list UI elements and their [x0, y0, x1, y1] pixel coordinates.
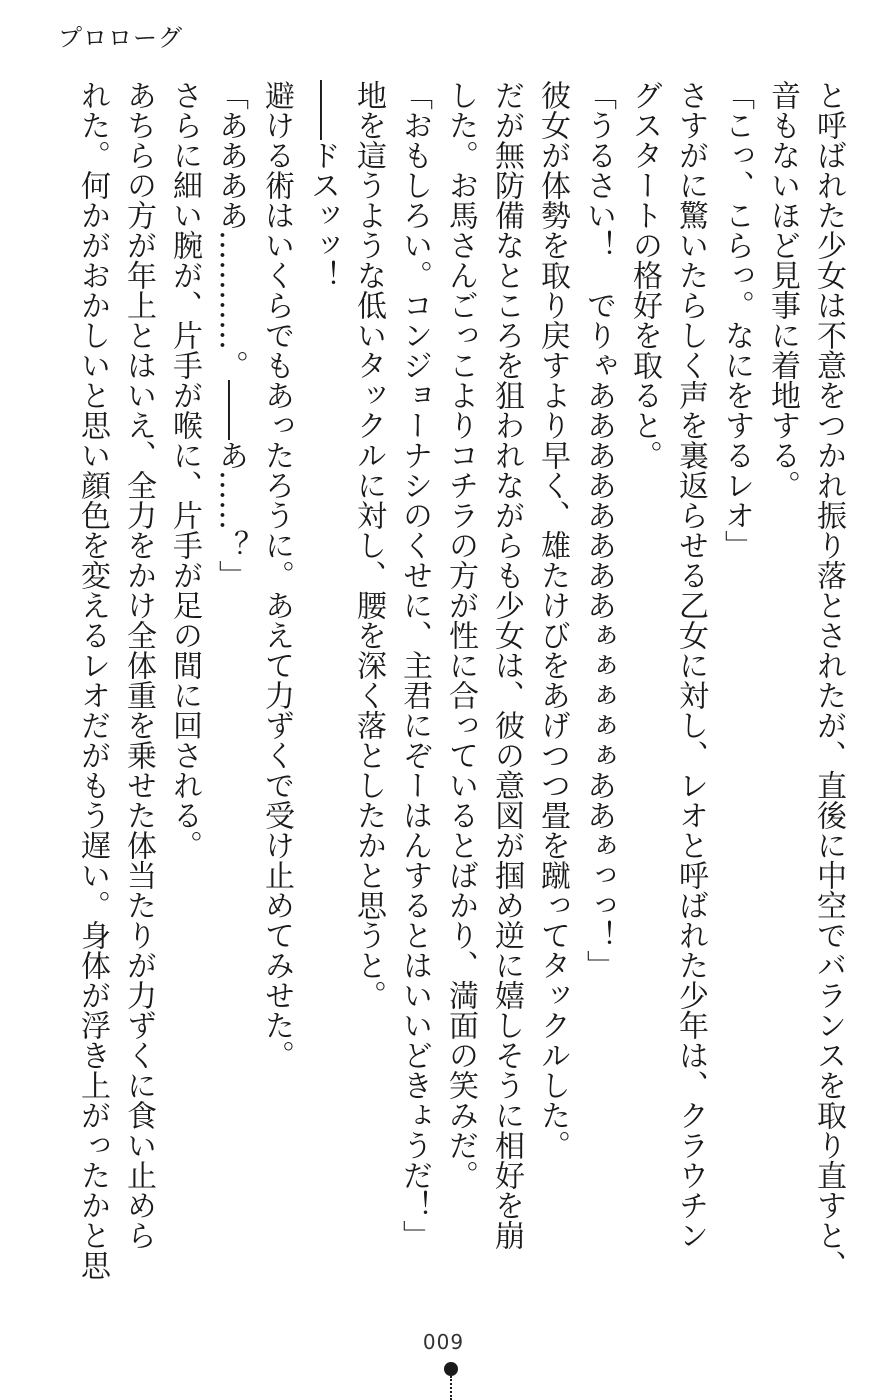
chapter-title: プロローグ [58, 24, 183, 52]
text-line: 彼女が体勢を取り戻すより早く、雄たけびをあげつつ畳を蹴ってタックルした。 [535, 80, 570, 1160]
text-line: れた。何かがおかしいと思い顔色を変えるレオだがもう遅い。身体が浮き上がったかと思 [75, 80, 110, 1280]
text-line: と呼ばれた少女は不意をつかれ振り落とされたが、直後に中空でバランスを取り直すと、 [811, 80, 846, 1280]
page-number: 009 [422, 1330, 465, 1354]
text-line: した。お馬さんごっこよりコチラの方が性に合っているとばかり、満面の笑みだ。 [443, 80, 478, 1190]
text-line: グスタートの格好を取ると。 [627, 80, 662, 470]
page-marker-dot [444, 1362, 458, 1376]
body-text [31, 80, 851, 1310]
text-line: さすがに驚いたらしく声を裏返らせる乙女に対し、レオと呼ばれた少年は、クラウチン [673, 80, 708, 1250]
text-line: 避ける術はいくらでもあったろうに。あえて力ずくで受け止めてみせた。 [259, 80, 294, 1070]
text-line: あちらの方が年上とはいえ、全力をかけ全体重を乗せた体当たりが力ずくに食い止めら [121, 80, 156, 1250]
text-line: 地を這うような低いタックルに対し、腰を深く落としたかと思うと。 [351, 80, 386, 1010]
page-marker-icon [444, 1362, 474, 1400]
text-line: だが無防備なところを狙われながらも少女は、彼の意図が掴め逆に嬉しそうに相好を崩 [489, 80, 524, 1250]
text-line: 「うるさい！ でりゃああああああああぁぁぁぁぁああぁっっ！」 [581, 80, 616, 980]
text-line: さらに細い腕が、片手が喉に、片手が足の間に回される。 [167, 80, 202, 860]
text-line: 「こっ、こらっ。なにをするレオ」 [719, 80, 754, 560]
text-line: ――ドスッッ！ [305, 80, 340, 290]
text-line: 「おもしろい。コンジョーナシのくせに、主君にぞーはんするとはいいどきょうだ！」 [397, 80, 432, 1250]
page-marker-stem [450, 1376, 452, 1400]
text-line: 音もないほど見事に着地する。 [765, 80, 800, 500]
text-line: 「ああああ…………。――あ……？」 [213, 80, 248, 590]
